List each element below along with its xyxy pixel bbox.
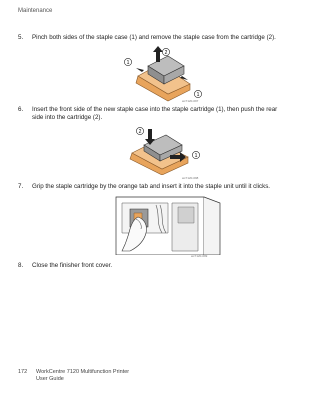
step-number: 8. — [18, 262, 24, 269]
callout-2: 2 — [138, 129, 142, 135]
callout-1b: 1 — [196, 92, 200, 98]
figure-insert-cartridge — [108, 193, 223, 255]
step-number: 5. — [18, 34, 24, 41]
callout-1a: 1 — [126, 60, 130, 66]
figure-code: wc7120-098 — [182, 176, 199, 180]
step-text: Pinch both sides of the staple case (1) and remove the staple case from the cartridge (2). — [32, 34, 276, 41]
figure-code: wc7120-097 — [182, 99, 199, 103]
step-text: Insert the front side of the new staple case into the staple cartridge (1), then push the rear side into the cartridge (2). — [32, 106, 278, 121]
step-text: Close the finisher front cover. — [32, 262, 113, 269]
guide-name: User Guide — [36, 376, 64, 382]
step-number: 7. — [18, 183, 24, 190]
page-header: Maintenance — [18, 8, 53, 14]
product-name: WorkCentre 7120 Multifunction Printer — [36, 369, 130, 375]
callout-1: 1 — [194, 153, 198, 159]
figure-code: wc7120-099 — [191, 254, 208, 258]
figure-remove-staple-case — [118, 46, 208, 104]
page-number: 172 — [18, 369, 28, 375]
step-text: Grip the staple cartridge by the orange tab and insert it into the staple unit until it clicks. — [32, 183, 271, 190]
figure-insert-staple-case — [118, 125, 208, 175]
callout-2: 2 — [164, 50, 168, 56]
step-number: 6. — [18, 106, 24, 113]
